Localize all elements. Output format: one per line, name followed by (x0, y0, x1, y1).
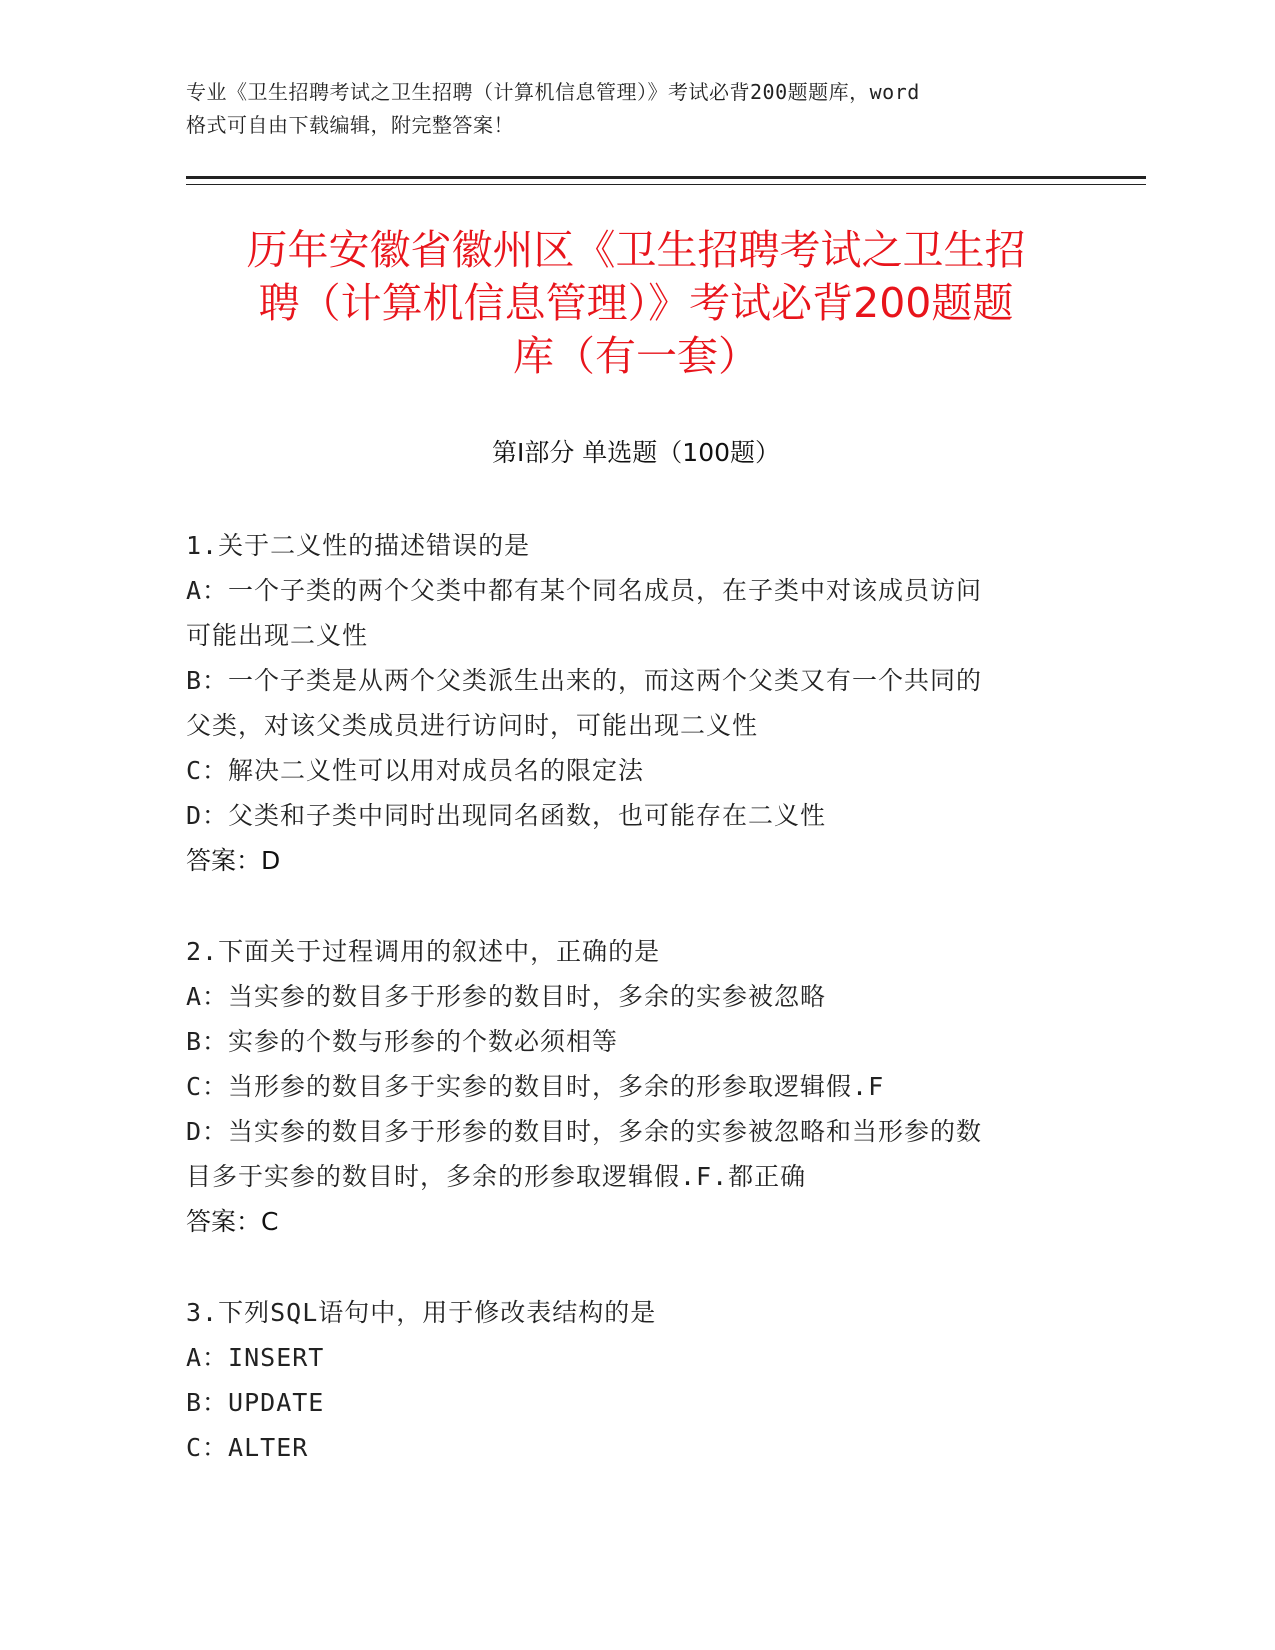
question-1 (186, 523, 1066, 883)
option-line: C：当形参的数目多于实参的数目时，多余的形参取逻辑假.F (186, 1072, 885, 1101)
header-note-line-2: 格式可自由下载编辑，附完整答案！ (186, 113, 514, 137)
option-line: A：一个子类的两个父类中都有某个同名成员，在子类中对该成员访问 (186, 576, 983, 605)
option-line: A：INSERT (186, 1343, 325, 1372)
question-stem: 2.下面关于过程调用的叙述中，正确的是 (186, 937, 661, 966)
option-line: B：一个子类是从两个父类派生出来的，而这两个父类又有一个共同的 (186, 666, 983, 695)
option-line: 目多于实参的数目时，多余的形参取逻辑假.F.都正确 (186, 1162, 807, 1191)
option-line: 可能出现二义性 (186, 621, 369, 650)
option-line: D：当实参的数目多于形参的数目时，多余的实参被忽略和当形参的数 (186, 1117, 983, 1146)
answer-label: 答案：C (186, 1207, 279, 1236)
answer-label: 答案：D (186, 846, 281, 875)
option-line: C：ALTER (186, 1433, 309, 1462)
header-divider-thick (186, 176, 1146, 179)
question-list (186, 523, 1066, 1516)
question-2 (186, 929, 1066, 1244)
document-title-line-2: 聘（计算机信息管理）》考试必背200题题 (258, 279, 1014, 327)
header-note (186, 76, 1086, 142)
question-3 (186, 1290, 1066, 1470)
option-line: 父类，对该父类成员进行访问时，可能出现二义性 (186, 711, 759, 740)
document-title-line-3: 库（有一套） (513, 332, 759, 380)
section-title: 第Ⅰ部分 单选题（100题） (491, 438, 781, 467)
option-line: B：实参的个数与形参的个数必须相等 (186, 1027, 619, 1056)
header-divider-thin (186, 184, 1146, 185)
option-line: C：解决二义性可以用对成员名的限定法 (186, 756, 645, 785)
question-stem: 1.关于二义性的描述错误的是 (186, 531, 531, 560)
option-line: D：父类和子类中同时出现同名函数，也可能存在二义性 (186, 801, 827, 830)
option-line: A：当实参的数目多于形参的数目时，多余的实参被忽略 (186, 982, 827, 1011)
document-title-line-1: 历年安徽省徽州区《卫生招聘考试之卫生招 (246, 226, 1026, 274)
document-title (186, 224, 1086, 383)
header-note-line-1: 专业《卫生招聘考试之卫生招聘（计算机信息管理）》考试必背200题题库，word (186, 80, 920, 104)
question-stem: 3.下列SQL语句中，用于修改表结构的是 (186, 1298, 657, 1327)
option-line: B：UPDATE (186, 1388, 325, 1417)
